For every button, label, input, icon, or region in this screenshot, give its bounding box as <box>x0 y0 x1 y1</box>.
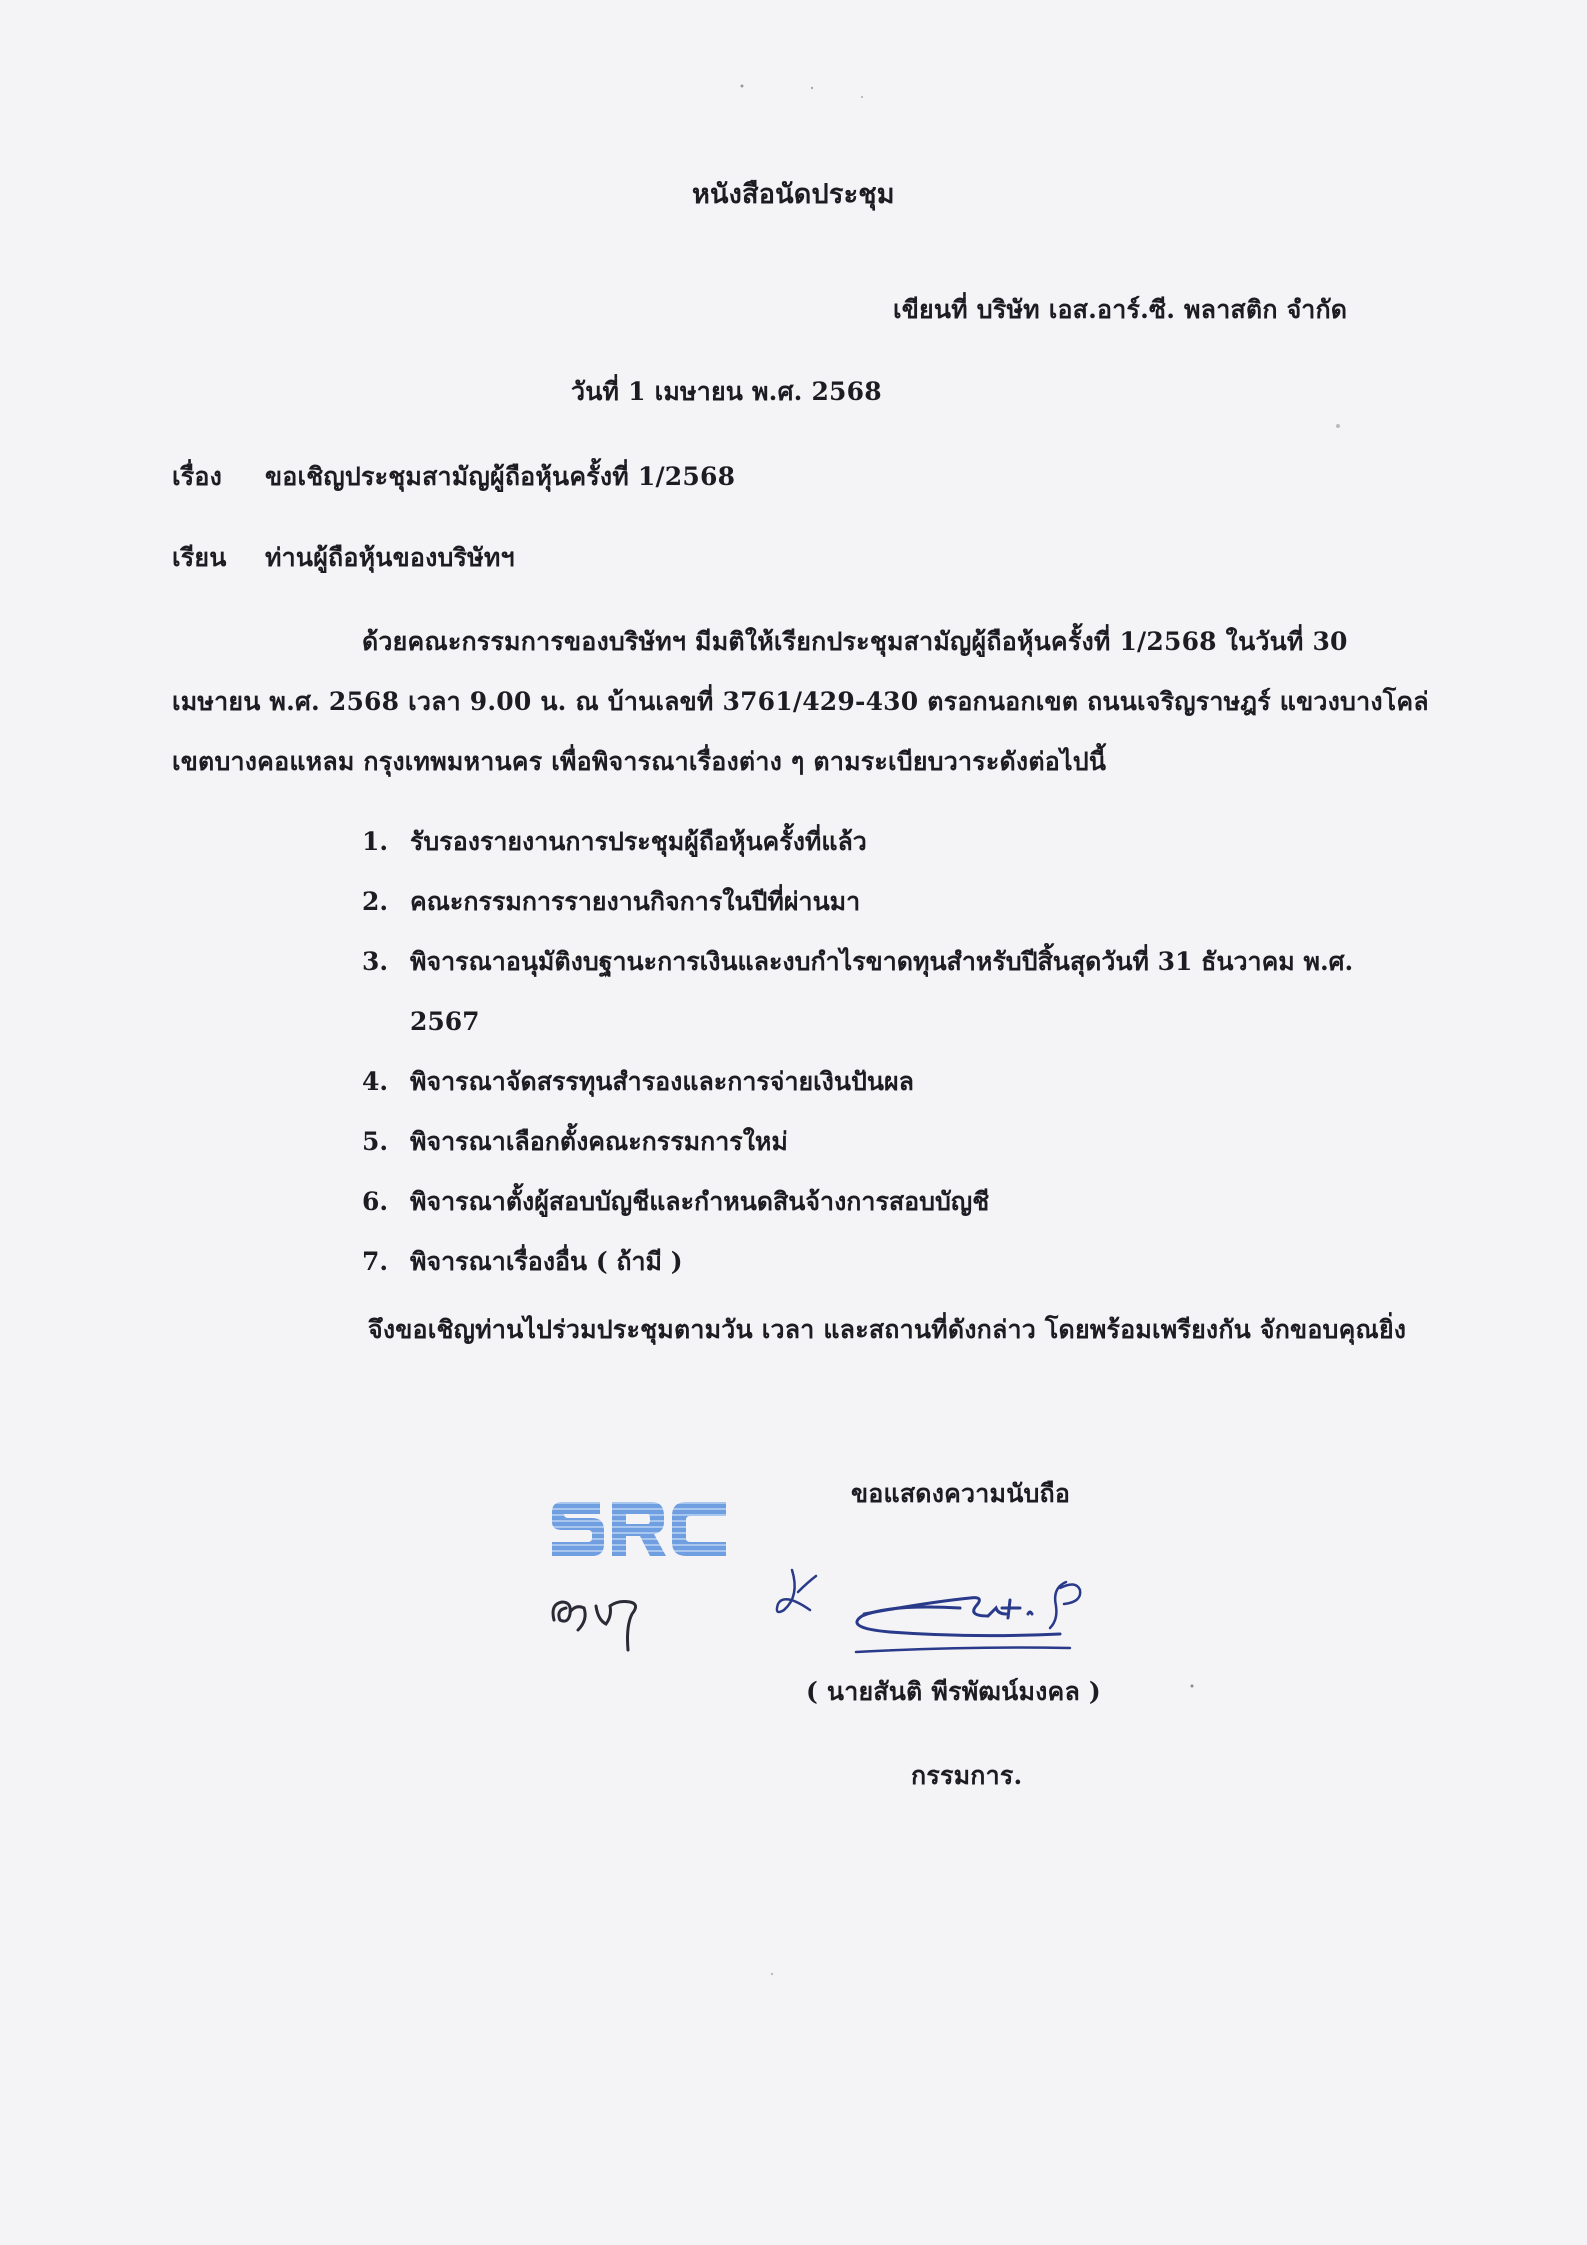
body-paragraph <box>172 612 1429 792</box>
recipient-label: เรียน <box>172 543 227 572</box>
agenda-item: 6. พิจารณาตั้งผู้สอบบัญชีและกำหนดสินจ้างการสอบบัญชี <box>362 1187 990 1216</box>
body-line: เมษายน พ.ศ. 2568 เวลา 9.00 น. ณ บ้านเลขที่ 3761/429-430 ตรอกนอกเขต ถนนเจริญราษฎร์ แขวงบางโคล่ <box>172 687 1429 716</box>
agenda-list <box>362 812 1353 1292</box>
agenda-item: 4. พิจารณาจัดสรรทุนสำรองและการจ่ายเงินปันผล <box>362 1067 914 1096</box>
agenda-item: 7. พิจารณาเรื่องอื่น ( ถ้ามี ) <box>362 1247 683 1276</box>
closing-sentence: จึงขอเชิญท่านไปร่วมประชุมตามวัน เวลา และสถานที่ดังกล่าว โดยพร้อมเพรียงกัน จักขอบคุณยิ่ง <box>368 1315 1407 1344</box>
document-title: หนังสือนัดประชุม <box>692 179 895 210</box>
written-at: เขียนที่ บริษัท เอส.อาร์.ซี. พลาสติก จำกัด <box>893 295 1348 324</box>
agenda-item: 5. พิจารณาเลือกตั้งคณะกรรมการใหม่ <box>362 1127 788 1156</box>
document-date: วันที่ 1 เมษายน พ.ศ. 2568 <box>571 377 882 406</box>
agenda-item-continuation: 2567 <box>410 1007 480 1036</box>
agenda-item: 3. พิจารณาอนุมัติงบฐานะการเงินและงบกำไรขาดทุนสำหรับปีสิ้นสุดวันที่ 31 ธันวาคม พ.ศ. 2567 <box>362 932 1353 1052</box>
src-logo <box>548 1492 730 1566</box>
agenda-item: 1. รับรองรายงานการประชุมผู้ถือหุ้นครั้งที่แล้ว <box>362 827 867 856</box>
handwritten-mark <box>548 1580 678 1660</box>
signature <box>770 1558 1170 1668</box>
signer-role: กรรมการ. <box>911 1761 1023 1790</box>
body-line: ด้วยคณะกรรมการของบริษัทฯ มีมติให้เรียกประชุมสามัญผู้ถือหุ้นครั้งที่ 1/2568 ในวันที่ 30 <box>362 627 1348 656</box>
agenda-item: 2. คณะกรรมการรายงานกิจการในปีที่ผ่านมา <box>362 887 861 916</box>
subject-text: ขอเชิญประชุมสามัญผู้ถือหุ้นครั้งที่ 1/2568 <box>265 462 736 491</box>
regards: ขอแสดงความนับถือ <box>851 1479 1071 1508</box>
signer-name: ( นายสันติ พีรพัฒน์มงคล ) <box>806 1677 1101 1706</box>
subject-label: เรื่อง <box>172 462 222 491</box>
body-line: เขตบางคอแหลม กรุงเทพมหานคร เพื่อพิจารณาเรื่องต่าง ๆ ตามระเบียบวาระดังต่อไปนี้ <box>172 747 1107 776</box>
recipient-text: ท่านผู้ถือหุ้นของบริษัทฯ <box>265 543 515 572</box>
